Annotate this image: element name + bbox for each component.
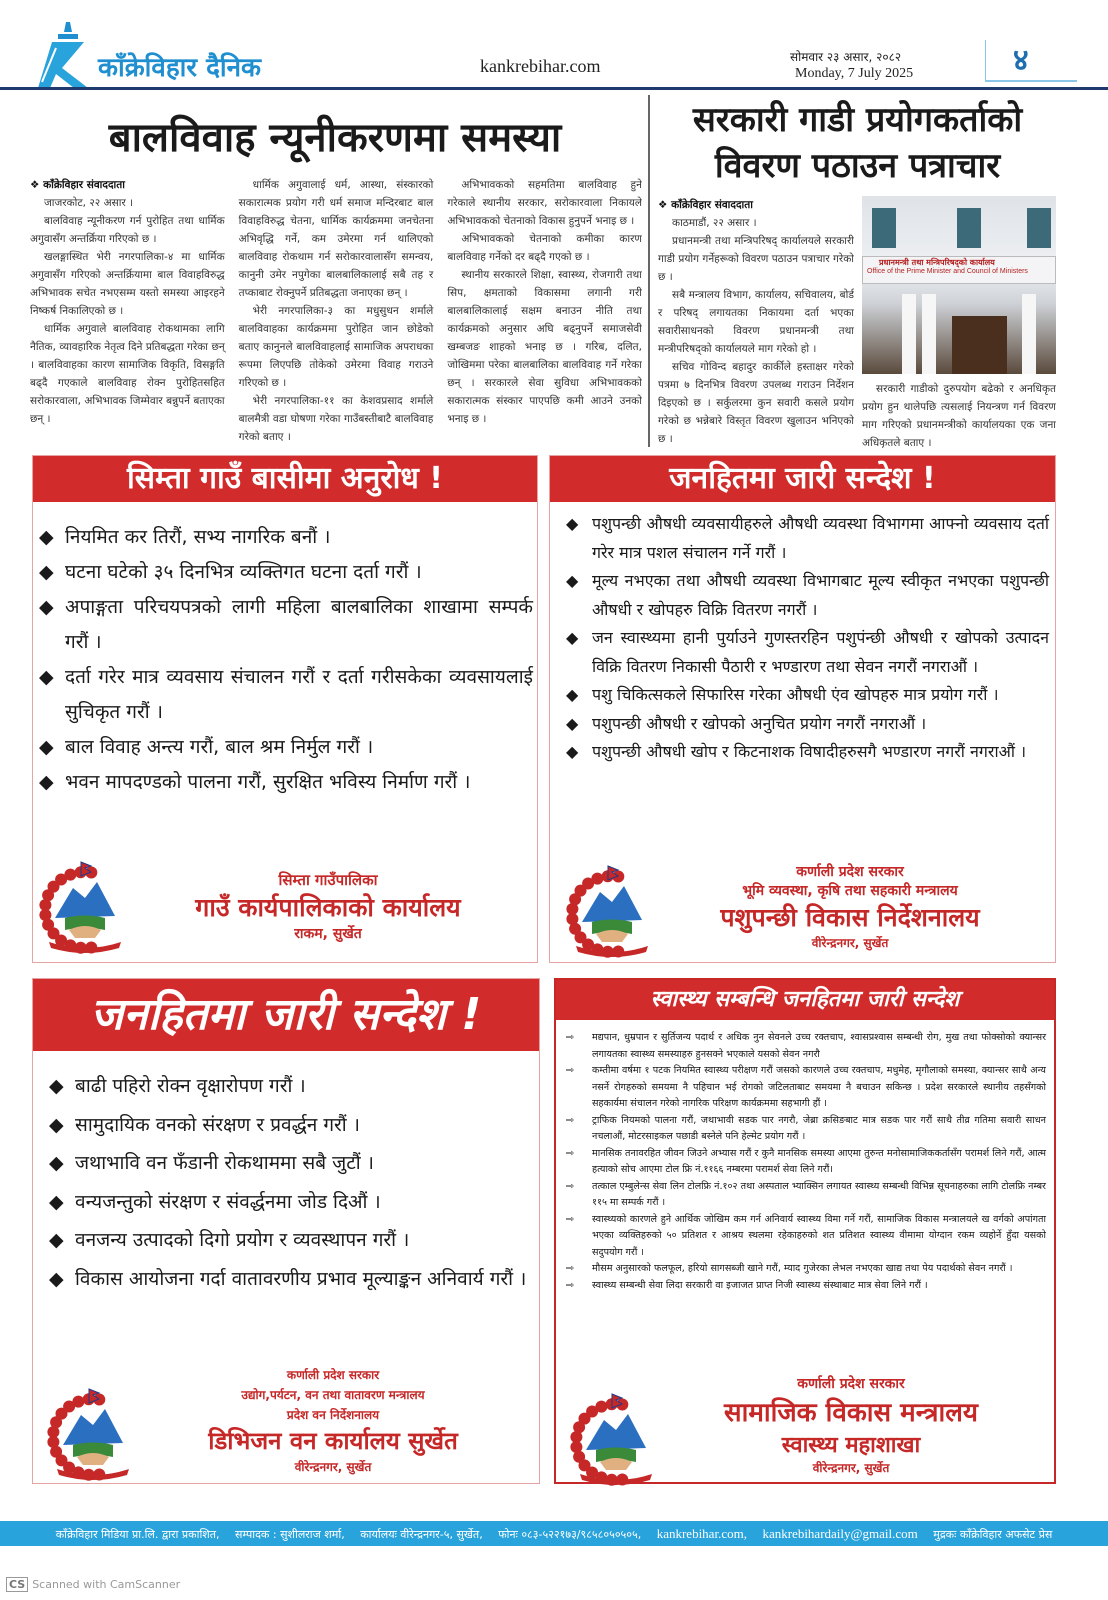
diamond-bullet-icon: ◆ bbox=[39, 561, 54, 583]
article1-paragraph: अभिभावकको सहमतिमा बालविवाह हुने गरेकाले स्थानीय सरकार, सरोकारवाला निकायले अभिभावकको चेतनाको विकास हुनुपर्ने भनाइ छ । bbox=[447, 179, 642, 227]
notice-item bbox=[49, 1183, 533, 1222]
item-text: दर्ता गरेर मात्र व्यवसाय संचालन गरौं र दर्ता गरीसकेका व्यवसायलाई सुचिकृत गरौं । bbox=[65, 666, 533, 723]
item-text: बाल विवाह अन्त्य गरौं, बाल श्रम निर्मुल गरौं । bbox=[65, 736, 374, 758]
diamond-bullet-icon: ◆ bbox=[566, 685, 579, 704]
masthead-rule bbox=[0, 87, 1108, 90]
date-english: Monday, 7 July 2025 bbox=[795, 66, 914, 81]
article1-paragraph: बालविवाह न्यूनीकरण गर्न पुरोहित तथा धार्मिक अगुवासँग अन्तर्क्रिया गरिएको छ । bbox=[30, 215, 225, 245]
article1-paragraph: अभिभावकको चेतनाको कमीका कारण बालविवाह गर्नेको दर बढ्दै गएको छ । bbox=[447, 233, 642, 263]
window bbox=[957, 208, 981, 248]
article1-paragraph: भेरी नगरपालिका-११ का केशवप्रसाद शर्माले बालमैत्री वडा घोषणा गरेका गाउँबस्तीबाटै बालविवाह गरेको बताए । bbox=[238, 395, 434, 443]
item-text: ट्राफिक नियमको पालना गरौं, जथाभावी सडक पार नगरौ, जेब्रा क्रसिङबाट मात्र सडक पार गरौं साथै तीव्र गतिमा सवारी साधन नचलाऔं, मोटरसाइकल पछाडी बस्नेले पनि हेल्मेट प्रयोग गरौं । bbox=[592, 1114, 1046, 1142]
notice-item bbox=[566, 1212, 1046, 1262]
item-text: स्वास्थ्यको कारणले हुने आर्थिक जोखिम कम गर्न अनिवार्य स्वास्थ्य विमा गर्ने गरौं, सामाजिक विकास मन्त्रालयले ख वर्गको अपांगता भएका व्यक्तिहरुको ५० प्रतिशत र आश्रय स्थलमा रहेकाहरुको शत प्रतिशत स्वास्थ्य वीमामा योग्दान रकम व्यहोर्ने हुँदा यसको सदुपयोग गरौं । bbox=[592, 1213, 1046, 1258]
photo-caption: सरकारी गाडीको दुरुपयोग बढेको र अनधिकृत प्रयोग हुन थालेपछि त्यसलाई नियन्त्रण गर्न विवरण माग गरिएको प्रधानमन्त्रीको कार्यालयका एक जना अधिकृतले बताए । bbox=[862, 383, 1056, 448]
sig-line: कर्णाली प्रदेश सरकार bbox=[286, 1368, 380, 1382]
diamond-bullet-icon: ◆ bbox=[49, 1190, 64, 1213]
notice-simta bbox=[32, 455, 538, 963]
article2-byline: ❖ काँक्रेविहार संवाददाता bbox=[658, 199, 753, 211]
notice-item bbox=[39, 590, 533, 660]
notice-item bbox=[566, 510, 1049, 567]
notice-item bbox=[39, 520, 533, 555]
notice-item bbox=[39, 555, 533, 590]
notice-item bbox=[566, 1146, 1046, 1179]
date-nepali: सोमवार २३ असार, २०८२ bbox=[790, 50, 902, 64]
notice-item bbox=[49, 1067, 533, 1106]
diamond-bullet-icon: ◆ bbox=[39, 771, 54, 793]
notice-simta-signature bbox=[143, 870, 513, 943]
article1-paragraph: धार्मिक अगुवाले बालविवाह रोकथामका लागि नैतिक, व्यावहारिक नेतृत्व दिने प्रतिबद्धता गरेका छन् । बालविवाहका कारण सामाजिक विकृति, विसङ्गति बढ्दै गएकाले बालविवाह रोक्न पुरोहितसहित सरोकारवाला, अभिभावक जिम्मेवार बन्नुपर्ने बताएका छन् । bbox=[30, 323, 225, 425]
notice-item bbox=[566, 681, 1049, 710]
article2-paragraph: सबै मन्त्रालय विभाग, कार्यालय, सचिवालय, बोर्ड र परिषद् लगायतका निकायमा दर्ता भएका सवारीसाधनको विवरण प्रधानमन्त्री तथा मन्त्रीपरिषद्को कार्यालयले माग गरेको हो । bbox=[658, 289, 854, 355]
item-text: मौसम अनुसारको फलफूल, हरियो सागसब्जी खाने गरौं, म्याद गुजेरका लेभल नभएका खाद्य तथा पेय पदार्थको सेवन नगरौं । bbox=[592, 1263, 1013, 1274]
diamond-bullet-icon: ◆ bbox=[566, 713, 579, 733]
article1-paragraph: खलङ्गास्थित भेरी नगरपालिका-४ मा धार्मिक अगुवासँग गरिएको अन्तर्क्रियामा बाल विवाहविरुद्ध अभिभावक सचेत नभएसम्म यस्तो समस्या आइरहने निष्कर्ष निकालिएको छ । bbox=[30, 251, 225, 317]
item-text: तत्काल एम्बुलेन्स सेवा लिन टोलफ्रि नं.१०२ तथा अस्पताल भ्याक्सिन लगायत स्वास्थ्य सम्बन्धी विभिन्न सूचनाहरुका लागि टोलफ्रि नम्बर ११५ मा सम्पर्क गरौं । bbox=[592, 1180, 1046, 1208]
notice-item bbox=[566, 710, 1049, 739]
item-text: मूल्य नभएका तथा औषधी व्यवस्था विभागबाट मूल्य स्वीकृत नभएका पशुपन्छी औषधी र खोपहरु विक्रि वितरण नगरौं । bbox=[592, 571, 1049, 619]
diamond-bullet-icon: ◆ bbox=[49, 1152, 64, 1174]
article1-paragraph: भेरी नगरपालिका-३ का मधुसुधन शर्माले बालविवाहका कार्यक्रममा पुरोहित जान छोडेको बताए कानुनले बालविवाहलाई सामाजिक अपराधका रूपमा लिएपछि तोकेको उमेरमा विवाह गराउने गरिएको छ । bbox=[238, 305, 434, 389]
item-text: मानसिक तनावरहित जीवन जिउने अभ्यास गरौं र कुनै मानसिक समस्या आएमा तुरुन्त मनोसामाजिककर्तासँग परामर्श लिने गरौं, आत्म हत्याको सोच आएमा टोल फ्रि नं.११६६ नम्बरमा परामर्श सेवा लिने गरौं। bbox=[592, 1147, 1046, 1175]
article2-headline bbox=[655, 97, 1060, 189]
page-number: ४ bbox=[1013, 43, 1029, 78]
pillar bbox=[1022, 294, 1036, 374]
sig-line: भूमि व्यवस्था, कृषि तथा सहकारी मन्त्रालय bbox=[742, 883, 958, 899]
item-text: कम्तीमा वर्षमा १ पटक नियमित स्वास्थ्य परीक्षण गरौं जसको कारणले उच्च रक्तचाप, मधुमेह, मृगौलाको समस्या, क्यान्सर साथै अन्य नसर्ने रोगहरुको समयमा नै पहिचान भई रोगको जटिलताबाट समयमा नै बचाउन सकिन्छ । प्रदेश सरकारले स्थानीय तहसँगको सहकार्यमा संचालन गरेको नागरिक परिक्षण कार्यक्रममा सहभागी हौं । bbox=[592, 1065, 1046, 1109]
arrow-bullet-icon: ⇨ bbox=[566, 1180, 575, 1192]
footer-publisher: काँक्रेविहार मिडिया प्रा.लि. द्वारा प्रकाशित, bbox=[55, 1528, 220, 1541]
notice-item bbox=[566, 1030, 1046, 1063]
diamond-bullet-icon: ◆ bbox=[39, 596, 54, 618]
footer-site-link[interactable]: kankrebihar.com, bbox=[656, 1526, 747, 1541]
watermark-text: Scanned with CamScanner bbox=[32, 1578, 181, 1591]
arrow-bullet-icon: ⇨ bbox=[566, 1279, 575, 1291]
article1-body bbox=[30, 176, 642, 446]
notice-item bbox=[566, 1278, 1046, 1295]
office-sign-english: Office of the Prime Minister and Council of Ministers bbox=[867, 268, 1028, 275]
nepal-emblem-icon bbox=[35, 858, 135, 958]
nepal-emblem-icon bbox=[43, 1385, 143, 1485]
diamond-bullet-icon: ◆ bbox=[49, 1075, 64, 1097]
notice-item bbox=[566, 1261, 1046, 1278]
pillar bbox=[922, 294, 936, 374]
item-text: वन्यजन्तुको संरक्षण र संवर्द्धनमा जोड दिऔं । bbox=[75, 1190, 381, 1213]
diamond-bullet-icon: ◆ bbox=[566, 742, 579, 761]
notice-health-title: स्वास्थ्य सम्बन्धि जनहितमा जारी सन्देश bbox=[556, 980, 1054, 1020]
item-text: पशुपन्छी औषधी र खोपको अनुचित प्रयोग नगरौं नगराऔं । bbox=[592, 713, 927, 733]
item-text: पशु चिकित्सकले सिफारिस गरेका औषधी एंव खोपहरु मात्र प्रयोग गरौं । bbox=[592, 685, 999, 704]
camscanner-watermark bbox=[6, 1578, 180, 1591]
diamond-bullet-icon: ◆ bbox=[49, 1267, 64, 1290]
item-text: जन स्वास्थ्यमा हानी पुर्याउने गुणस्तरहिन पशुपंन्छी औषधी र खोपको उत्पादन विक्रि वितरण निकासी पैठारी र भण्डारण तथा सेवन नगरौं नगराऔं । bbox=[592, 628, 1049, 676]
arrow-bullet-icon: ⇨ bbox=[566, 1114, 575, 1126]
sig-office: स्वास्थ्य महाशाखा bbox=[781, 1433, 921, 1458]
door bbox=[952, 316, 1007, 374]
item-text: बाढी पहिरो रोक्न वृक्षारोपण गरौं । bbox=[75, 1075, 306, 1097]
item-text: अपाङ्गता परिचयपत्रको लागी महिला बालबालिका शाखामा सम्पर्क गरौं । bbox=[65, 596, 533, 653]
arrow-bullet-icon: ⇨ bbox=[566, 1065, 575, 1076]
footer-printer: मुद्रकः काँक्रेविहार अफसेट प्रेस bbox=[933, 1528, 1053, 1541]
footer-email-link[interactable]: kankrebihardaily@gmail.com bbox=[762, 1526, 918, 1541]
diamond-bullet-icon: ◆ bbox=[39, 736, 54, 758]
item-text: पशुपन्छी औषधी व्यवसायीहरुले औषधी व्यवस्था विभागमा आफ्नो व्यवसाय दर्ता गरेर मात्र पशल संचालन गर्ने गरौं । bbox=[592, 514, 1049, 562]
footer-phone: फोनः ०८३-५२२१७३/९८५८०५०५०५, bbox=[498, 1528, 642, 1541]
article1-headline: बालविवाह न्यूनीकरणमा समस्या bbox=[108, 115, 562, 161]
page-number-frame bbox=[985, 40, 1077, 82]
notice-item bbox=[49, 1144, 533, 1183]
notice-forest-signature bbox=[143, 1365, 523, 1477]
diamond-bullet-icon: ◆ bbox=[39, 666, 54, 688]
item-text: जथाभावि वन फँडानी रोकथाममा सबै जुटौं । bbox=[75, 1152, 374, 1174]
arrow-bullet-icon: ⇨ bbox=[566, 1213, 575, 1225]
notice-item bbox=[49, 1106, 533, 1145]
item-text: स्वास्थ्य सम्बन्धी सेवा लिदा सरकारी वा इजाजत प्राप्त निजी स्वास्थ्य संस्थाबाट मात्र सेवा लिने गरौं । bbox=[592, 1279, 928, 1291]
notice-item bbox=[39, 765, 533, 800]
notice-health-signature bbox=[666, 1374, 1036, 1476]
notice-simta-title: सिम्ता गाउँ बासीमा अनुरोध ! bbox=[33, 456, 537, 502]
masthead bbox=[0, 0, 1108, 92]
article1-byline: ❖ काँक्रेविहार संवाददाता bbox=[30, 179, 125, 191]
camscanner-logo-icon: CS bbox=[6, 1577, 28, 1592]
nepal-emblem-icon bbox=[566, 1390, 666, 1490]
notice-item bbox=[39, 730, 533, 765]
diamond-bullet-icon: ◆ bbox=[566, 514, 579, 533]
sig-address: वीरेन्द्रनगर, सुर्खेत bbox=[811, 936, 889, 950]
window bbox=[872, 208, 896, 248]
article2-headline-line1: सरकारी गाडी प्रयोगकर्ताको bbox=[692, 100, 1023, 140]
sig-office: सामाजिक विकास मन्त्रालय bbox=[724, 1398, 978, 1428]
newspaper-name: काँक्रेविहार दैनिक bbox=[98, 53, 262, 83]
article2-body bbox=[658, 196, 854, 448]
item-text: विकास आयोजना गर्दा वातावरणीय प्रभाव मूल्याङ्कन अनिवार्य गरौं । bbox=[75, 1267, 527, 1290]
diamond-bullet-icon: ◆ bbox=[566, 571, 579, 590]
article1-paragraph: धार्मिक अगुवालाई धर्म, आस्था, संस्कारको सकारात्मक प्रयोग गरी धर्म समाज मन्दिरबाट बाल विवाहविरुद्ध चेतना, धार्मिक कार्यक्रममा जनचेतना अभिवृद्धि गर्ने, कम उमेरमा गर्न थालिएको बालविवाह रोकथाम गर्न सरोकारवालासँग समन्वय, कानुनी उमेर नपुगेका बालबालिकालाई सबै तह र तप्काबाट रोक्नुपर्ने प्रतिबद्धता जनाएका छन् । bbox=[238, 179, 434, 299]
notice-item bbox=[566, 1063, 1046, 1113]
arrow-bullet-icon: ⇨ bbox=[566, 1263, 575, 1274]
notice-livestock-title: जनहितमा जारी सन्देश ! bbox=[550, 456, 1055, 502]
diamond-bullet-icon: ◆ bbox=[39, 526, 54, 548]
notice-forest-title: जनहितमा जारी सन्देश ! bbox=[33, 979, 539, 1051]
notice-item bbox=[39, 660, 533, 730]
article2-dateline: काठमाडौं, २२ असार । bbox=[672, 217, 757, 229]
article2-photo bbox=[862, 196, 1056, 374]
notice-item bbox=[49, 1260, 533, 1299]
column-divider bbox=[648, 95, 650, 447]
notice-livestock bbox=[549, 455, 1056, 963]
website-link[interactable]: kankrebihar.com bbox=[480, 56, 601, 76]
office-sign bbox=[862, 256, 1056, 284]
sig-line: उद्योग,पर्यटन, वन तथा वातावरण मन्त्रालय bbox=[241, 1388, 425, 1402]
article2-paragraph: प्रधानमन्त्री तथा मन्त्रिपरिषद् कार्यालयले सरकारी गाडी प्रयोग गर्नेहरूको विवरण पठाउन पत्राचार गरेको छ । bbox=[658, 235, 854, 283]
item-text: घटना घटेको ३५ दिनभित्र व्यक्तिगत घटना दर्ता गरौं । bbox=[65, 561, 422, 583]
sig-line: सिम्ता गाउँपालिका bbox=[278, 871, 378, 889]
window bbox=[1027, 208, 1051, 248]
article2-headline-line2: विवरण पठाउन पत्राचार bbox=[714, 146, 1001, 186]
sig-line: प्रदेश वन निर्देशनालय bbox=[286, 1408, 380, 1422]
item-text: वनजन्य उत्पादको दिगो प्रयोग र व्यवस्थापन गरौं । bbox=[75, 1229, 410, 1251]
notice-item bbox=[566, 567, 1049, 624]
sig-office: गाउँ कार्यपालिकाको कार्यालय bbox=[195, 893, 461, 922]
notice-item bbox=[566, 624, 1049, 681]
sig-line: कर्णाली प्रदेश सरकार bbox=[797, 1376, 905, 1392]
sig-line: कर्णाली प्रदेश सरकार bbox=[796, 864, 904, 880]
sig-address: वीरेन्द्रनगर, सुर्खेत bbox=[294, 1460, 372, 1474]
office-sign-nepali: प्रधानमन्त्री तथा मन्त्रिपरिषद्को कार्यालय bbox=[879, 258, 995, 267]
notice-livestock-signature bbox=[660, 862, 1040, 951]
article1-dateline: जाजरकोट, २२ असार । bbox=[44, 197, 134, 209]
notice-item bbox=[566, 1179, 1046, 1212]
footer-editor: सम्पादक : सुशीलराज शर्मा, bbox=[235, 1528, 345, 1541]
diamond-bullet-icon: ◆ bbox=[49, 1113, 64, 1136]
footer-office: कार्यालयः वीरेन्द्रनगर-५, सुर्खेत, bbox=[360, 1528, 483, 1541]
item-text: भवन मापदण्डको पालना गरौं, सुरक्षित भविस्य निर्माण गरौं । bbox=[65, 771, 471, 793]
diamond-bullet-icon: ◆ bbox=[566, 628, 579, 647]
notice-item bbox=[49, 1221, 533, 1260]
arrow-bullet-icon: ⇨ bbox=[566, 1147, 575, 1159]
item-text: नियमित कर तिरौं, सभ्य नागरिक बनौं । bbox=[65, 526, 331, 548]
item-text: मद्यपान, धुम्रपान र सुर्तिजन्य पदार्थ र अधिक नुन सेवनले उच्च रक्तचाप, श्वासप्रश्वास सम्बन्धी रोग, मुख तथा फोक्सोको क्यान्सर लगायतका स्वास्थ्य समस्याहरु हुनसक्ने भएकाले यसको सेवन नगरौ bbox=[592, 1032, 1046, 1060]
notice-item bbox=[566, 738, 1049, 767]
article1-paragraph: स्थानीय सरकारले शिक्षा, स्वास्थ्य, रोजगारी तथा सिप, क्षमताको विकासमा लगानी गरी बालबालिकालाई सक्षम बनाउन नीति तथा कार्यक्रमको अनुसार अघि बढ्नुपर्ने समाजसेवी खम्बजङ शाहको भनाइ छ । गरिब, दलित, जोखिममा परेका बालबालिका बालविवाह गर्ने गरेका छन् । सरकारले सेवा सुविधा अभिभावकको सकारात्मक संस्कार पाएपछि कमी आउने उनको भनाइ छ । bbox=[447, 269, 642, 425]
nepal-emblem-icon bbox=[562, 862, 662, 962]
notice-item bbox=[566, 1113, 1046, 1146]
pillar bbox=[902, 294, 916, 374]
arrow-bullet-icon: ⇨ bbox=[566, 1032, 575, 1043]
footer-bar bbox=[0, 1521, 1108, 1546]
item-text: सामुदायिक वनको संरक्षण र प्रवर्द्धन गरौं । bbox=[75, 1113, 360, 1136]
sig-address: राकम, सुर्खेत bbox=[294, 926, 362, 942]
notice-health bbox=[554, 978, 1056, 1484]
notice-forest bbox=[32, 978, 540, 1484]
article2-paragraph: सचिव गोविन्द बहादुर कार्कीले हस्ताक्षर गरेको पत्रमा ७ दिनभित्र विवरण उपलब्ध गराउन निर्देशन दिइएको छ । सर्कुलरमा कुन सवारी कसले प्रयोग गरेको छ भन्नेबारे विस्तृत विवरण खुलाउन भनिएको छ । bbox=[658, 361, 854, 445]
sig-office: पशुपन्छी विकास निर्देशनालय bbox=[720, 903, 980, 932]
item-text: पशुपन्छी औषधी खोप र किटनाशक विषादीहरुसगै भण्डारण नगरौं नगराऔं । bbox=[592, 742, 1027, 761]
sig-address: वीरेन्द्रनगर, सुर्खेत bbox=[812, 1461, 890, 1475]
sig-office: डिभिजन वन कार्यालय सुर्खेत bbox=[208, 1427, 458, 1455]
diamond-bullet-icon: ◆ bbox=[49, 1229, 64, 1251]
